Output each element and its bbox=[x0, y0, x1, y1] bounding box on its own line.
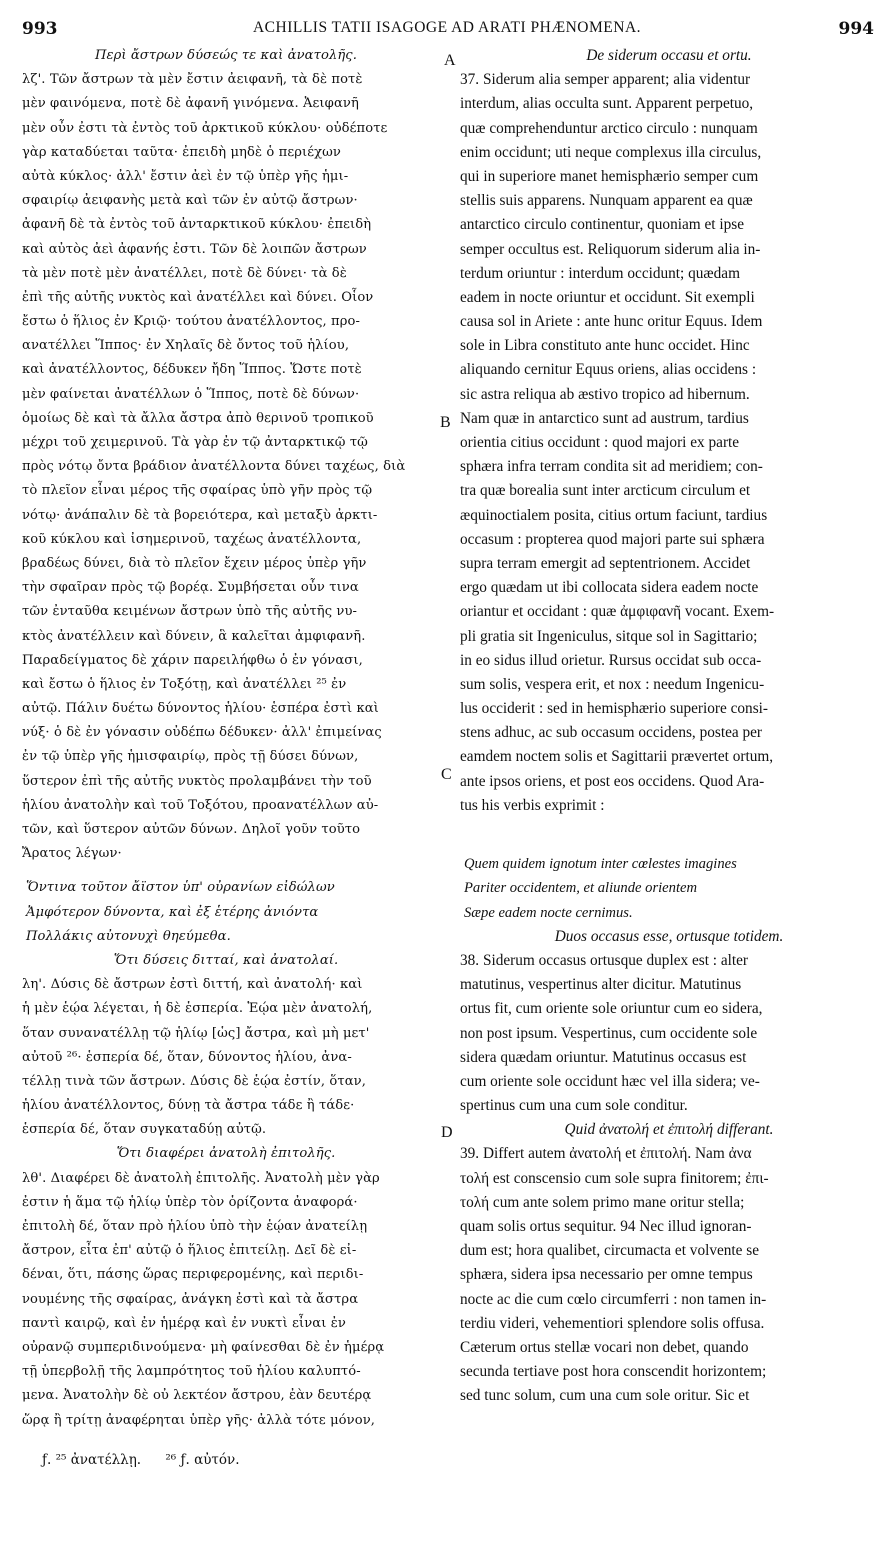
text-line: ergo quædam ut ibi collocata sidera eadem nocte bbox=[460, 579, 759, 597]
text-line: αὐτὰ κύκλος· ἀλλ' ἔστιν ἀεὶ ἐν τῷ ὑπὲρ γῆς ἡμι- bbox=[22, 168, 349, 184]
text-line: non post ipsum. Vespertinus, cum occidente sole bbox=[460, 1024, 758, 1042]
margin-marker-c: C bbox=[441, 766, 452, 783]
latin-section-38 bbox=[460, 949, 878, 1118]
text-line: stellis suis apparens. Nunquam apparent ea quæ bbox=[460, 192, 753, 210]
text-line: eamdem noctem solis et Sagittarii prævertet ortum, bbox=[460, 748, 774, 766]
text-line: ὁμοίως δὲ καὶ τὰ ἄλλα ἄστρα ἀπὸ θερινοῦ τροπικοῦ bbox=[22, 410, 374, 426]
text-line: stens adhuc, ac sub occasum occidens, postea per bbox=[460, 724, 763, 742]
latin-verse bbox=[460, 852, 878, 925]
text-line: tra quæ borealia sunt inter arcticum circulum et bbox=[460, 482, 751, 500]
text-line: orientia citius occidunt : quod majori ex parte bbox=[460, 434, 740, 451]
page-number-left: 993 bbox=[22, 19, 58, 39]
section-heading: Duos occasus esse, ortusque totidem. bbox=[554, 927, 784, 945]
latin-column bbox=[460, 44, 878, 1409]
text-line: κτὸς ἀνατέλλειν καὶ δύνειν, ἃ καλεῖται ἀμφιφανῆ. bbox=[22, 628, 366, 644]
section-heading: Ὅτι διαφέρει ἀνατολὴ ἐπιτολῆς. bbox=[116, 1146, 336, 1162]
section-heading: Quid ἀνατολή et ἐπιτολή differant. bbox=[564, 1121, 774, 1139]
text-line: μενα. Ἀνατολὴν δὲ οὐ λεκτέον ἄστρου, ἐὰν δευτέρᾳ bbox=[22, 1388, 372, 1404]
text-line: supra terram emergit ad septentrionem. Accidet bbox=[460, 554, 751, 572]
text-line: 37. Siderum alia semper apparent; alia videntur bbox=[460, 71, 751, 89]
text-line: ἐστιν ἡ ἅμα τῷ ἡλίῳ ὑπὲρ τὸν ὁρίζοντα ἀναφορά· bbox=[22, 1194, 358, 1210]
text-line: sic astra reliqua ab æstivo tropico ad hibernum. bbox=[460, 385, 750, 403]
section-heading: Ὅτι δύσεις διτταί, καὶ ἀνατολαί. bbox=[113, 952, 339, 968]
text-line: sphæra infra terram condita sit ad meridiem; con- bbox=[460, 458, 763, 476]
text-line: ortus fit, cum oriente sole oriuntur cum eo sidera, bbox=[460, 1000, 763, 1018]
text-line: ἔστω ὁ ἥλιος ἐν Κριῷ· τούτου ἀνατέλλοντος, προ- bbox=[22, 314, 361, 330]
greek-column bbox=[22, 44, 430, 1433]
text-line: 39. Differt autem ἀνατολή et ἐπιτολή. Nam ἀνα bbox=[460, 1145, 752, 1163]
greek-section-37 bbox=[22, 68, 430, 866]
text-line: causa sol in Ariete : ante hunc oritur Equus. Idem bbox=[460, 313, 763, 331]
text-line: sum solis, vespera erit, et nox : needum Ingenicu- bbox=[460, 675, 765, 693]
text-line: νότῳ· ἀνάπαλιν δὲ τὰ βορειότερα, καὶ μεταξὺ ἀρκτι- bbox=[22, 507, 378, 523]
text-line: pli gratia sit Ingeniculus, sitque sol in Sagittario; bbox=[460, 627, 758, 645]
verse-line: Ὅντινα τοῦτον ἄϊστον ὑπ' οὐρανίων εἰδώλων bbox=[26, 880, 335, 896]
text-line: quæ comprehenduntur arctico circulo : nunquam bbox=[460, 119, 758, 137]
text-line: matutinus, vespertinus alter dicitur. Matutinus bbox=[460, 976, 742, 994]
text-line: sed tunc solum, cum una cum sole oritur. Sic et bbox=[460, 1387, 750, 1405]
section-heading: De siderum occasu et ortu. bbox=[586, 47, 752, 64]
text-line: οὐρανῷ συμπεριδινούμενα· μὴ φαίνεσθαι δὲ ἐν ἡμέρᾳ bbox=[22, 1339, 385, 1355]
text-line: Ἄρατος λέγων· bbox=[22, 846, 122, 862]
text-line: καὶ αὐτὸς ἀεὶ ἀφανής ἐστι. Τῶν δὲ λοιπῶν ἄστρων bbox=[22, 241, 367, 257]
text-line: γὰρ καταδύεται ταῦτα· ἐπειδὴ μηδὲ ὁ περιέχων bbox=[22, 144, 341, 160]
text-line: τῶν, καὶ ὕστερον αὐτῶν δύνων. Δηλοῖ γοῦν τοῦτο bbox=[22, 822, 361, 837]
latin-section-37 bbox=[460, 68, 878, 818]
text-line: ὥρᾳ ἢ τρίτῃ ἀναφέρηται ὑπὲρ γῆς· ἀλλὰ τότε μόνον, bbox=[22, 1412, 376, 1428]
text-line: aliquando cernitur Equus oriens, alias occidens : bbox=[460, 361, 757, 379]
verse-line: Sæpe eadem nocte cernimus. bbox=[464, 904, 633, 921]
text-line: eadem in nocte oriuntur et occidunt. Sit exempli bbox=[460, 288, 755, 306]
verse-line: Quem quidem ignotum inter cœlestes imagines bbox=[464, 856, 737, 873]
text-line: tus his verbis exprimit : bbox=[460, 796, 605, 814]
text-line: Cæterum ortus stellæ vocari non debet, quando bbox=[460, 1338, 749, 1356]
text-line: νουμένης τῆς σφαίρας, ἀνάγκη ἐστὶ καὶ τὰ ἄστρα bbox=[22, 1291, 359, 1307]
text-line: ὅταν συνανατέλλῃ τῷ ἡλίῳ [ὡς] ἄστρα, καὶ μὴ μετ' bbox=[22, 1025, 370, 1041]
text-line: secunda tertiave post hora conscendit horizontem; bbox=[460, 1363, 767, 1381]
text-line: sphæra, sidera ipsa necessario per omne tempus bbox=[460, 1266, 753, 1284]
text-line: nocte ac die cum cœlo circumferri : non tamen in- bbox=[460, 1290, 767, 1308]
text-line: lus occiderit : sed in hemisphærio superiore consi- bbox=[460, 700, 768, 718]
text-line: τολή est conscensio cum sole supra finitorem; ἐπι- bbox=[460, 1169, 769, 1187]
text-line: νύξ· ὁ δὲ ἐν γόνασιν οὐδέπω δέδυκεν· ἀλλ' ἐπιμείνας bbox=[22, 725, 382, 741]
text-line: ἡ μὲν ἑῴα λέγεται, ἡ δὲ ἑσπερία. Ἑῴα μὲν ἀνατολή, bbox=[22, 1001, 373, 1017]
text-line: τὴν σφαῖραν πρὸς τῷ βορέᾳ. Συμβήσεται οὖν τινα bbox=[22, 580, 359, 596]
text-line: 38. Siderum occasus ortusque duplex est : alter bbox=[460, 951, 749, 969]
text-line: ὕστερον ἐπὶ τῆς αὐτῆς νυκτὸς προλαμβάνει τὴν τοῦ bbox=[22, 773, 372, 789]
text-line: interdum, alias occulta sunt. Apparent perpetuo, bbox=[460, 95, 754, 113]
text-line: ἑσπερία δέ, ὅταν συγκαταδύῃ αὐτῷ. bbox=[22, 1122, 267, 1138]
text-line: βραδέως δύνει, διὰ τὸ πλεῖον ἔχειν μέρος ὑπὲρ γῆν bbox=[22, 555, 367, 571]
verse-line: Ἀμφότερον δύνοντα, καὶ ἐξ ἑτέρης ἀνιόντα bbox=[26, 904, 319, 920]
text-line: τὸ πλεῖον εἶναι μέρος τῆς σφαίρας ὑπὸ γῆν πρὸς τῷ bbox=[22, 483, 373, 499]
running-title: ACHILLIS TATII ISAGOGE AD ARATI PHÆNOMENA. bbox=[252, 19, 642, 36]
text-line: oriantur et occidant : quæ ἀμφιφανῆ vocant. Exem- bbox=[460, 603, 775, 621]
text-line: ἐπὶ τῆς αὐτῆς νυκτὸς καὶ ἀνατέλλει καὶ δύνει. Οἷον bbox=[22, 289, 374, 305]
greek-verse bbox=[22, 876, 430, 949]
text-line: quam solis ortus sequitur. 94 Nec illud ignoran- bbox=[460, 1218, 752, 1235]
text-line: ἡλίου ἀνατολὴν καὶ τοῦ Τοξότου, προανατέλλων αὐ- bbox=[22, 797, 379, 813]
text-line: κοῦ κύκλου καὶ ἰσημερινοῦ, ταχέως ἀνατέλλοντα, bbox=[22, 531, 362, 547]
greek-section-38 bbox=[22, 973, 430, 1142]
verse-line: Pariter occidentem, et aliunde orientem bbox=[464, 880, 698, 897]
text-line: μὲν οὖν ἐστι τὰ ἐντὸς τοῦ ἀρκτικοῦ κύκλου· οὐδέποτε bbox=[22, 120, 388, 136]
text-line: occasum : propterea quod majori parte sui sphæra bbox=[460, 530, 765, 548]
margin-marker-a: A bbox=[444, 52, 456, 69]
text-line: Παραδείγματος δὲ χάριν παρειλήφθω ὁ ἐν γόνασι, bbox=[22, 652, 363, 668]
text-line: ἐν τῷ ὑπὲρ γῆς ἡμισφαιρίῳ, πρὸς τῇ δύσει δύνων, bbox=[22, 749, 359, 765]
text-line: ἀφανῆ δὲ τὰ ἐντὸς τοῦ ἀνταρκτικοῦ κύκλου· ἐπειδὴ bbox=[22, 217, 372, 233]
text-line: in eo sidus illud orietur. Rursus occidat sub occa- bbox=[460, 651, 762, 669]
text-line: μέχρι τοῦ χειμερινοῦ. Τὰ γὰρ ἐν τῷ ἀνταρκτικῷ τῷ bbox=[22, 435, 368, 450]
text-line: σφαιρίῳ ἀειφανὴς μετὰ καὶ τῶν ἐν αὐτῷ ἄστρων· bbox=[22, 193, 358, 209]
text-line: terdiu videri, vehementiori splendore solis offusa. bbox=[460, 1314, 765, 1332]
text-line: sidera quædam oriuntur. Matutinus occasus est bbox=[460, 1048, 747, 1066]
text-line: sole in Libra constituto ante hunc occidet. Hinc bbox=[460, 337, 750, 355]
text-line: μὲν φαίνεται ἀνατέλλων ὁ Ἵππος, ποτὲ δὲ δύνων· bbox=[22, 386, 360, 402]
text-line: λζ'. Τῶν ἄστρων τὰ μὲν ἔστιν ἀειφανῆ, τὰ δὲ ποτὲ bbox=[22, 72, 363, 88]
text-line: δέναι, ὅτι, πάσης ὥρας περιφερομένης, καὶ περιδι- bbox=[22, 1267, 364, 1283]
text-line: τὰ μὲν ποτὲ μὲν ἀνατέλλει, ποτὲ δὲ δύνει· τὰ δὲ bbox=[22, 265, 347, 281]
text-line: spertinus cum una cum sole conditur. bbox=[460, 1097, 688, 1115]
text-line: ante ipsos oriens, et post eos occidens. Quod Ara- bbox=[460, 772, 765, 790]
footnote: ƒ. ²⁵ ἀνατέλλῃ. bbox=[42, 1452, 142, 1468]
text-line: semper occultus est. Reliquorum siderum alia in- bbox=[460, 240, 761, 258]
latin-section-39 bbox=[460, 1142, 878, 1408]
text-line: enim occidunt; uti neque complexus illa circulus, bbox=[460, 143, 762, 161]
text-line: ἡλίου ἀνατέλλοντος, δύνῃ τὰ ἄστρα τάδε ἢ τάδε· bbox=[22, 1098, 355, 1114]
margin-marker-d: D bbox=[441, 1124, 453, 1141]
text-line: τέλλῃ τινὰ τῶν ἄστρων. Δύσις δὲ ἑῴα ἐστίν, ὅταν, bbox=[22, 1073, 366, 1089]
text-line: καὶ ἀνατέλλοντος, δέδυκεν ἤδη Ἵππος. Ὥστε ποτὲ bbox=[22, 362, 362, 378]
text-line: λθ'. Διαφέρει δὲ ἀνατολὴ ἐπιτολῆς. Ἀνατολὴ μὲν γὰρ bbox=[22, 1170, 380, 1186]
text-line: ἐπιτολὴ δέ, ὅταν πρὸ ἡλίου ὑπὸ τὴν ἑῴαν ἀνατείλῃ bbox=[22, 1219, 368, 1234]
text-line: ἄστρον, εἶτα ἐπ' αὐτῷ ὁ ἥλιος ἐπιτείλῃ. Δεῖ δὲ εἰ- bbox=[22, 1243, 357, 1259]
text-line: λη'. Δύσις δὲ ἄστρων ἐστὶ διττή, καὶ ἀνατολή· καὶ bbox=[22, 977, 363, 993]
text-line: καὶ ἔστω ὁ ἥλιος ἐν Τοξότῃ, καὶ ἀνατέλλει ²⁵ ἐν bbox=[22, 676, 347, 692]
text-line: τῇ ὑπερβολῇ τῆς λαμπρότητος τοῦ ἡλίου καλυπτό- bbox=[22, 1364, 361, 1380]
page-number-right: 994 bbox=[838, 19, 874, 39]
footnote: ²⁶ ƒ. αὐτόν. bbox=[165, 1452, 240, 1468]
text-line: αὐτοῦ ²⁶· ἑσπερία δέ, ὅταν, δύνοντος ἡλίου, ἀνα- bbox=[22, 1049, 352, 1065]
text-line: qui in superiore manet hemisphærio semper cum bbox=[460, 167, 759, 185]
margin-marker-b: B bbox=[440, 414, 451, 431]
text-line: αὐτῷ. Πάλιν δυέτω δύνοντος ἡλίου· ἑσπέρα ἐστὶ καὶ bbox=[22, 701, 379, 717]
text-line: cum oriente sole occidunt hæc vel illa sidera; ve- bbox=[460, 1072, 760, 1090]
text-line: æquinoctialem posita, citius ortum faciunt, tardius bbox=[460, 506, 768, 524]
text-line: παντὶ καιρῷ, καὶ ἐν ἡμέρᾳ καὶ ἐν νυκτὶ εἶναι ἐν bbox=[22, 1315, 346, 1331]
text-line: dum est; hora qualibet, circumacta et volvente se bbox=[460, 1242, 760, 1260]
text-line: antarctico circulo continentur, quoniam et ipse bbox=[460, 216, 744, 234]
greek-section-39 bbox=[22, 1167, 430, 1433]
text-line: Nam quæ in antarctico sunt ad austrum, tardius bbox=[460, 409, 749, 427]
text-line: πρὸς νότῳ ὄντα βράδιον ἀνατέλλοντα δύνει ταχέως, διὰ bbox=[22, 459, 406, 475]
text-line: terdum oriuntur : interdum occidunt; quædam bbox=[460, 264, 740, 282]
text-line: τῶν ἐνταῦθα κειμένων ἄστρων ὑπὸ τῆς αὐτῆς νυ- bbox=[22, 604, 358, 620]
footnotes bbox=[42, 1452, 260, 1468]
verse-line: Πολλάκις αὐτονυχὶ θηεύμεθα. bbox=[26, 928, 231, 944]
section-heading: Περὶ ἄστρων δύσεώς τε καὶ ἀνατολῆς. bbox=[94, 48, 357, 63]
text-line: ανατέλλει Ἵππος· ἐν Χηλαῖς δὲ ὄντος τοῦ ἡλίου, bbox=[22, 338, 350, 354]
text-line: τολή cum ante solem primo mane oritur stella; bbox=[460, 1193, 745, 1211]
text-line: μὲν φαινόμενα, ποτὲ δὲ ἀφανῆ γινόμενα. Ἀειφανῆ bbox=[22, 96, 359, 112]
